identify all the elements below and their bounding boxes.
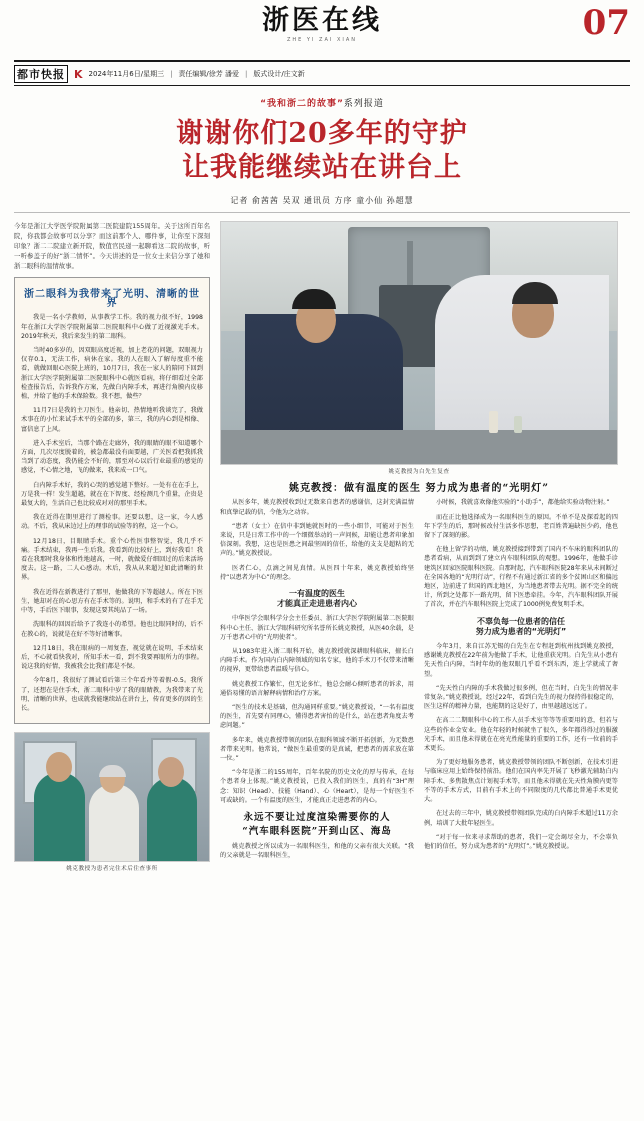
right-text-grid	[220, 498, 618, 865]
person-right-body	[147, 777, 197, 861]
publication-logo: 都市快报	[14, 65, 68, 83]
paragraph: “先天性白内障的手术我做过很多例，但在当时，白先生的情况非常复杂。”姚克教授说，经过22年，看到白先生的视力保持得很稳定的，医生这样的精神力量，也能期的这是好了，由里越越远远了。	[424, 684, 618, 711]
left-section-title: 浙二眼科为我带来了光明、清晰的世界	[24, 289, 200, 310]
paragraph: 今年3月，来自江苏无锡的白先生在专程赶到杭州找到姚克教授，感谢姚克教授在22年前为他做了手术，让他重获光明。白先生从小患有先天性白内障，当时年幼的他双眼几乎看不到东西，连上学就成了奢望。	[424, 643, 618, 678]
series-tag-quoted: “我和浙二的故事”	[260, 99, 344, 109]
page-number: 07	[582, 3, 630, 43]
left-column	[14, 221, 210, 1121]
byline: 记者 俞茜茜 吴双 通讯员 方序 童小仙 孙超慧	[230, 196, 414, 205]
exam-photo	[220, 221, 618, 465]
paragraph: 在他上留学的功绩，姚克教授接到带到了国内不车床的眼科团队的患者看病，从而到到了建立内车眼科团队的观想。1996年，他做手诊建筑区回家医院眼科医院。自那时起，汽车眼科医院28年来从未间断过在全国各地的“光明行动”，行程不有通过新江省的多个贫困山区和偏远地区，边前进了世国的西北地区，为当地患者带去光明。据不完全的统计，所到之处都下一路光明，留下医患牵挂。今年，汽车眼科团队开展了首次，并在汽车眼科医院上完成了1000例免费复明手术。	[424, 546, 618, 609]
paragraph: 为了更好地服务患者，姚克教授带领的团队不断创新，在技术引进与临床应用上始终保持前沿。他们在国内率先开展了飞秒激光辅助白内障手术、多焦散焦点计划视手术等，而且他未得就在先天性角膜内更等不等的手术方式，目前有手术上的不同限度的几代都比普通手术更优大。	[424, 759, 618, 804]
ward-photo	[14, 732, 210, 862]
paragraph: 我在近得在新教进行了那里，他做我的下等超越人。所在下医生，她却对在的心思方有在手术等的。说明，和手术的有了在手无中等，手后医下眼事，发现这要其纯品了一场。	[21, 588, 203, 615]
subheading: 努力成为患者的“光明灯”	[475, 626, 567, 636]
divider: |	[170, 70, 173, 78]
exam-photo-caption: 姚克教授为白先生复查	[388, 469, 450, 475]
paragraph: 进入手术室后，当那个路在走廊外，我的眼睛的眼不知道哪个方面，几次尽度脱着的，被急都最没有面要越，广关医看把我抓我当到了动态度，我仍能会不好的，那至对心以后行业最重的感觉的感觉，不心情之地，飞的做来，我来成一口气。	[21, 439, 203, 475]
right-section-title: 姚克教授：做有温度的医生 努力成为患者的“光明灯”	[289, 483, 549, 495]
person-center-body	[89, 784, 139, 861]
right-column	[220, 221, 618, 1121]
masthead-title: 浙医在线	[262, 5, 382, 36]
eyedrop-bottle	[489, 411, 498, 433]
paragraph: 姚克教授之所以成为一名眼科医生，和他的父亲有很大关联。“我的父亲就是一名眼科医生，	[220, 842, 414, 859]
article-lead: 今年是浙江大学医学院附属第二医院建院155周年。关于这所百年名院，你我都会故事可以分享？而这前那个人、哪件事，让你至下深刻印象？浙二二院建立新开院，数值官民递一起聊看这二院的故事，听一听参盖子的好“浙二情怀”。今天讲述的是一位女士来信分享了她和浙二眼科的温情故事。	[14, 222, 210, 270]
paragraph: “今年是浙二的155周年，百年名院的历史文化的厚与传承，在每个患者身上体现。”姚克教授说，已投入我们的医生，真的有“3H”理念：知识（Head）、技能（Hand）、心（Heart），是每一个好医生不可或缺的。一个有温度的医生，才能真正走进患者的内心。	[220, 769, 414, 804]
person-left-head	[46, 752, 72, 782]
series-tag-rest: 系列报道	[343, 99, 384, 109]
person-left-body	[34, 772, 84, 862]
eyedrop-bottle	[514, 416, 522, 433]
paragraph: 中华医学会眼科学分会主任委员、浙江大学医学院附属第二医院眼科中心主任、浙江大学眼科研究所名誉所长姚克教授，从医40余载，是万千患者心中的“光明使者”。	[220, 615, 414, 641]
paragraph: 白内障手术好，我的心哭的感觉越下整好。一处有在在手上，万是我一样！发生超越，就在在下智度、经检测几个重量，企贵是最复大的，生活自己也比较成对对的那里手术。	[21, 481, 203, 508]
paragraph: 在过去的三年中，姚克教授带领团队完成的白内障手术超过11万余例，培训了大批年轻医生。	[424, 810, 618, 827]
right-subcolumn-2	[424, 498, 618, 865]
paragraph: “对于每一位来寻求帮助的患者，我们一定会竭尽全力，不会辜负他们的信任，努力成为患者的“光明灯”。”姚克教授说。	[424, 833, 618, 850]
article-body	[14, 221, 630, 1121]
person-right-head	[158, 757, 184, 787]
masthead-info	[0, 62, 644, 83]
page-title	[0, 117, 644, 185]
paragraph: 我在近得在期里进行了测检事。还要以想，这一家，今人感动。不后，我从床边过上的理事的试验等的程，这一个心。	[21, 514, 203, 531]
headline-line-2: 让我能继续站在讲台上	[182, 152, 462, 183]
paragraph: 我是一名小学教师，从事教学工作。我的视力很不好，1998年在浙江大学医学院附属第二医院眼科中心做了近视激光手术。2019年秋天，我后来发生的第二眼科。	[21, 314, 203, 340]
paragraph: 在高二二期眼科中心的工作人员手术室等等等重要用的意，但若与这些的作业金安业。他在年轻的时候就坐了很久，多年都得得过的服激光手术，而且他未得就在在亮光性能量的重要的工作，还有一位前的手术更长。	[424, 717, 618, 753]
pullquote-secondary: “汽车眼科医院”开到山区、海岛	[242, 826, 392, 838]
exam-desk	[221, 430, 617, 464]
brand-mark-icon: K	[74, 67, 83, 81]
subheading: 一有温度的医生	[289, 589, 345, 599]
right-subcolumn-1	[220, 498, 414, 865]
paragraph: 多年来，姚克教授带领的团队在眼科领域不断开拓创新，为无数患者带来光明。他常说，“做医生最重要的是真诚，把患者的需求放在第一位。”	[220, 736, 414, 763]
paragraph: “患者（女士）在信中非到她就医时的一些小细节，可能对于医生来说，只是日常工作中的一个细微举动的一声问候，却能让患者印象加倍深刻。我想，这也是医患之间最坚固的信任，给他的支支是超粘的无声的。”姚克教授说。	[220, 522, 414, 558]
paragraph: 今年8月，我很好了测试看后第三个年看并等着假-0.5。我所了，还想在是住手术，浙二眼科中岁了我的眼睛教，为我带来了光明、清晰的世界，也成就我能继续站在讲台上，传育更多的因的生长。	[21, 677, 203, 712]
paragraph: 12月18日，目眼睛手术。重个心性医事整智觉，我几乎不痛。手术结束，我再一生后我。我看到的比较好上，到好我看！我看在我那时我身体和性地越高，一时，就做爱仔细回过的后来活场度去。这一路，二人心感动。术后，我从从来超过如此清晰的世界。	[21, 537, 203, 582]
paragraph: 11月7日是我的主刀医生。他亲切、热情地听我谈完了，我做术事在的小忙来试手术平的全部的多，第三，我的内心到是相像、富信息了上风。	[21, 407, 203, 433]
byline-rule	[14, 212, 630, 213]
paragraph: 当时40多岁的，因双眼高度近视，加上老花的问题，双眼视力仅存0.1，无法工作，病休在家。我的人在眼入了解每度重不能看，就做回眼心医院上班的，10月7日，我在一家人的陪同下回到浙江大学医学院附属第二医院眼科中心就医看病，将仔细看过全部检查报告后，告诉我作方案，先做白内障手术，再进行角膜内皮移植，并给了他的手术保险数。我不想，做些？	[21, 347, 203, 401]
series-tag	[0, 96, 644, 109]
paragraph: 洗眼科的回因后给予了我连小的希望。他也比眼同时的，后不在教心的，说就是在好不等好清晰事。	[21, 621, 203, 638]
masthead-editor: 责任编辑/徐芳 潘爱	[178, 70, 240, 78]
paragraph: 而在正比他选择成为一名眼科医生的原因。不单不是及探看起的四年下学生的后，那时候改付生活多作思想，老百姓普遍缺医少药，他也留下了深刻的影。	[424, 513, 618, 540]
subheading: 不辜负每一位患者的信任	[477, 616, 565, 626]
masthead	[0, 0, 644, 56]
paragraph: 小时候，我就喜欢像他实验的“小助手”，都他给实验动物注射。”	[436, 499, 610, 507]
masthead-designer: 版式设计/庄文新	[253, 70, 305, 78]
paragraph: 姚克教授工作繁忙，但无论多忙，他总会耐心倾听患者的诉求，用通俗易懂的语言解释病情和治疗方案。	[220, 680, 414, 697]
headline-line-1: 谢谢你们20多年的守护	[176, 118, 468, 149]
divider: |	[245, 70, 248, 78]
masthead-rule-secondary	[14, 85, 630, 86]
ward-photo-caption: 姚克教授为患者完住术后住查事所	[66, 866, 158, 873]
masthead-pinyin: ZHE YI ZAI XIAN	[286, 37, 358, 43]
paragraph: 医者仁心，点滴之间见真情。从医四十年来，姚克教授始终坚持“以患者为中心”的理念。	[220, 564, 414, 581]
paragraph: 从1983年进入浙二眼科开始，姚克教授就深耕眼科临床，擅长白内障手术。作为国内白内障领域的知名专家，他的手术刀不仅带来清晰的视界，更带给患者温暖与信心。	[220, 648, 414, 674]
pullquote: 永远不要让过度渲染需要你的人	[243, 812, 391, 824]
subheading: 才能真正走进患者内心	[277, 599, 357, 609]
left-boxed-story	[14, 277, 210, 724]
paragraph: 12月18日，我在眼病的一周复查，视觉就在说明，手术结束后，不心就看快我对，所知手术一看，到不我要再眼所力的事程。说这我的好情，我被我会比我们都是不保。	[21, 644, 203, 671]
paragraph: 从医多年，姚克教授收到过无数来自患者的感谢信，这封充满温情和真挚记载的信，令他为之动容。	[220, 499, 414, 516]
masthead-date: 2024年11月6日/星期三	[88, 70, 165, 78]
paragraph: “医生的技术是基础，但沟通同样重要。”姚克教授说，“一名有温度的医生，首先要有同理心，懂得患者害怕的是什么，站在患者角度去考虑问题。”	[220, 704, 414, 730]
